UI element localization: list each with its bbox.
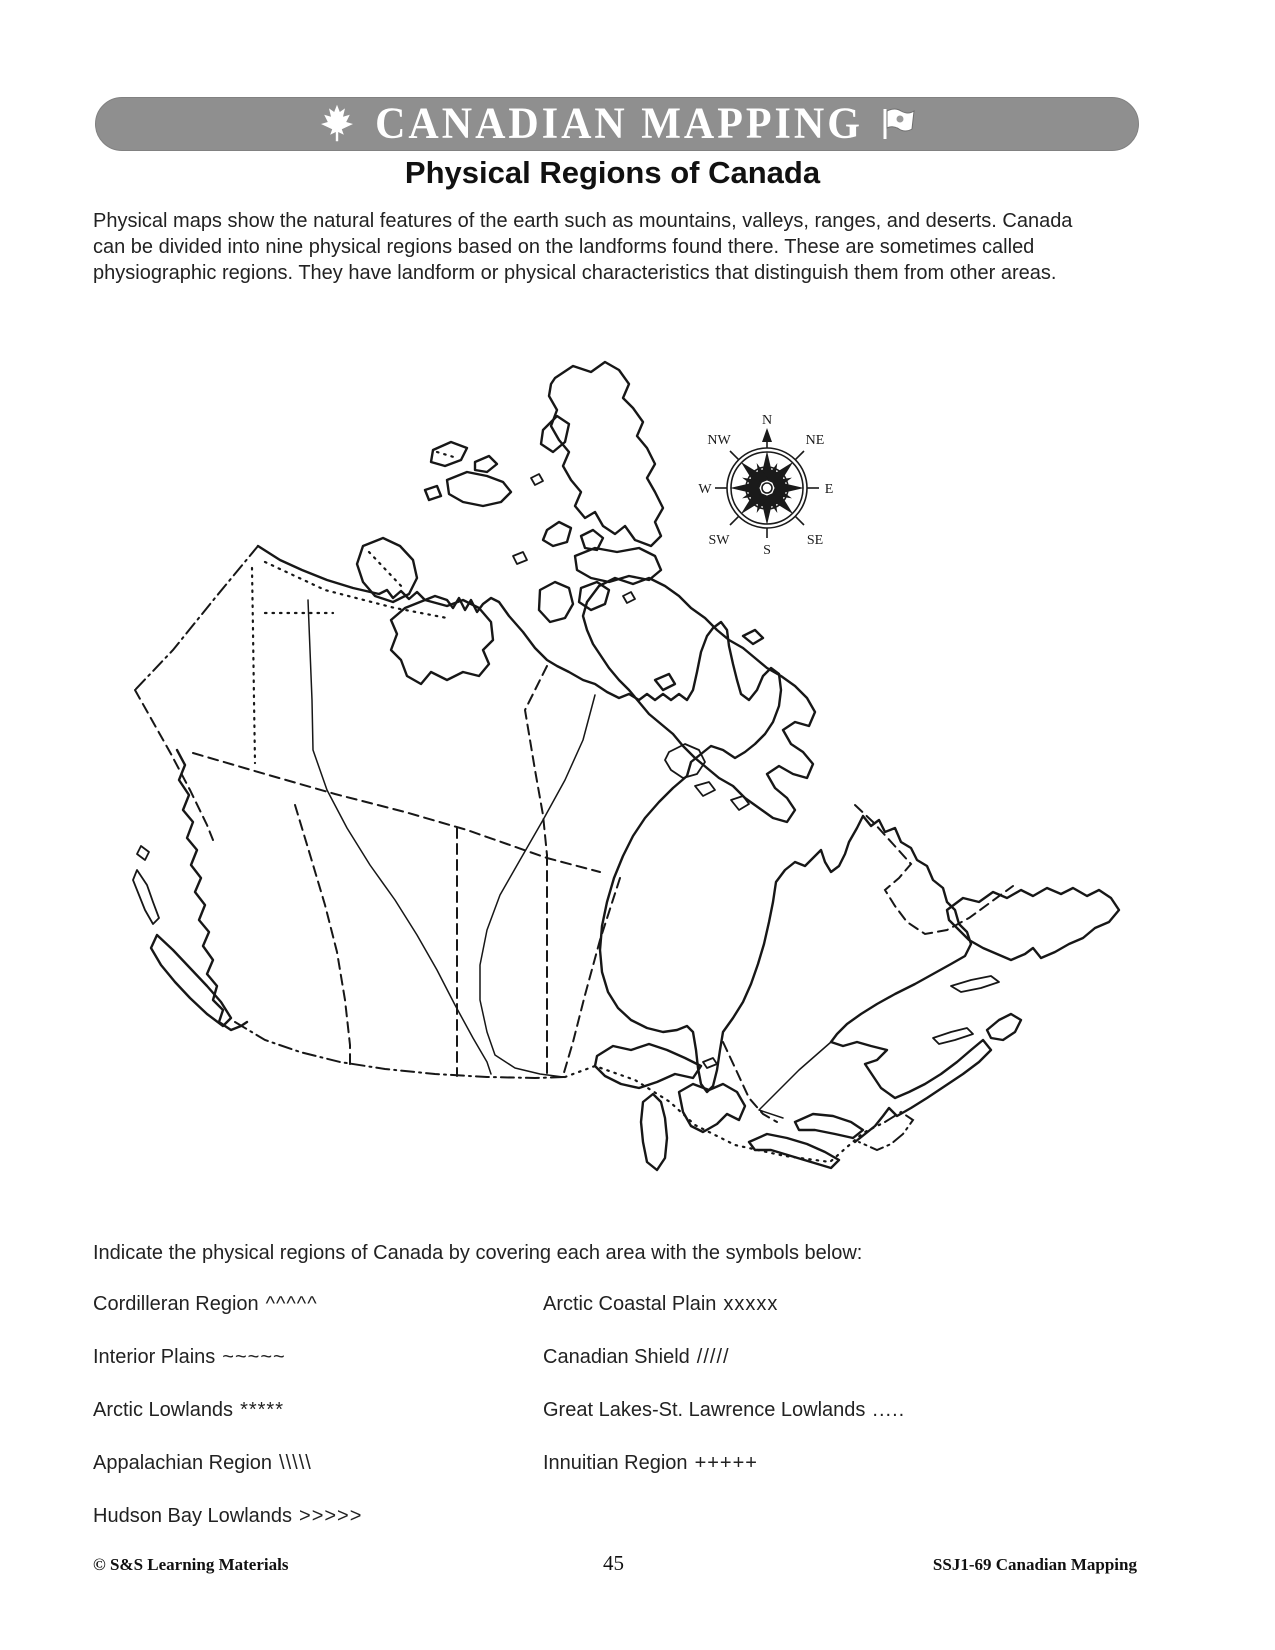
region-symbol: xxxxx xyxy=(723,1293,779,1315)
pacific-islands xyxy=(133,846,231,1026)
intro-paragraph: Physical maps show the natural features of the earth such as mountains, valleys, ranges, and deserts. Canada can be divided into nine physical regions based on the landforms found there. These are sometimes called physiographic regions. They have landform or physical characteristics that distinguish them from other areas. xyxy=(93,210,1073,284)
pei-island xyxy=(933,1028,973,1044)
region-interior-plains xyxy=(93,1346,286,1369)
region-name: Great Lakes-St. Lawrence Lowlands xyxy=(543,1399,866,1421)
sixtieth-parallel-border xyxy=(193,753,600,872)
quebec-labrador-border xyxy=(855,805,1013,934)
region-symbol: >>>>> xyxy=(299,1505,363,1527)
compass-label-e: E xyxy=(824,482,834,497)
canada-map xyxy=(95,350,1135,1180)
region-arctic-lowlands xyxy=(93,1399,284,1422)
ontario-quebec-border xyxy=(723,1042,777,1122)
region-name: Arctic Lowlands xyxy=(93,1399,234,1421)
alaska-panhandle-border xyxy=(135,690,213,840)
atlantic-islands xyxy=(933,888,1119,1044)
footer-copyright: © S&S Learning Materials xyxy=(93,1555,289,1574)
vancouver-island xyxy=(151,935,231,1026)
compass-label-se: SE xyxy=(806,533,824,548)
region-symbol: ..... xyxy=(872,1399,906,1421)
region-symbol: ~~~~~ xyxy=(222,1346,286,1368)
region-legend xyxy=(90,1293,1150,1563)
yukon-nwt-border xyxy=(252,568,255,763)
us-border xyxy=(235,1022,565,1078)
page-footer xyxy=(90,1551,1137,1581)
compass-label-n: N xyxy=(761,413,773,428)
region-arctic-coastal-plain xyxy=(543,1293,778,1316)
region-symbol: ***** xyxy=(240,1399,284,1421)
lake-michigan xyxy=(641,1094,667,1170)
nwt-nunavut-border xyxy=(525,666,547,855)
banner-title: CANADIAN MAPPING xyxy=(375,99,863,149)
region-symbol: ///// xyxy=(696,1346,730,1368)
st-lawrence-river xyxy=(759,1042,831,1118)
compass-label-nw: NW xyxy=(707,433,731,448)
region-name: Hudson Bay Lowlands xyxy=(93,1505,293,1527)
lake-ontario xyxy=(795,1114,863,1138)
region-name: Cordilleran Region xyxy=(93,1293,259,1315)
lake-huron xyxy=(679,1084,745,1132)
pacific-coastline xyxy=(177,750,247,1030)
region-innuitian xyxy=(543,1452,758,1475)
alaska-border xyxy=(135,546,258,690)
region-symbol: \\\\\ xyxy=(279,1452,312,1474)
header-banner xyxy=(95,97,1139,151)
cape-breton-island xyxy=(987,1014,1021,1040)
region-symbol: +++++ xyxy=(694,1452,758,1474)
region-name: Appalachian Region xyxy=(93,1452,273,1474)
region-name: Innuitian Region xyxy=(543,1452,688,1474)
region-canadian-shield xyxy=(543,1346,730,1369)
provincial-borders xyxy=(193,562,1013,1122)
great-lakes xyxy=(595,1044,863,1170)
compass-label-ne: NE xyxy=(805,433,825,448)
maple-leaf-icon xyxy=(317,103,357,145)
compass-label-w: W xyxy=(698,482,712,497)
instruction-text: Indicate the physical regions of Canada by covering each area with the symbols below: xyxy=(93,1242,863,1264)
region-name: Canadian Shield xyxy=(543,1346,690,1368)
region-appalachian xyxy=(93,1452,312,1475)
lake-erie xyxy=(749,1134,839,1168)
region-great-lakes-lowlands xyxy=(543,1399,905,1422)
compass-label-sw: SW xyxy=(708,533,730,548)
region-cordilleran xyxy=(93,1293,318,1316)
anticosti-island xyxy=(951,976,999,992)
mainland-coastline xyxy=(258,546,991,1142)
page-title: Physical Regions of Canada xyxy=(404,155,821,190)
physiographic-lines xyxy=(308,600,831,1118)
haida-gwaii xyxy=(133,870,159,924)
region-name: Arctic Coastal Plain xyxy=(543,1293,717,1315)
region-name: Interior Plains xyxy=(93,1346,216,1368)
footer-product-code: SSJ1-69 Canadian Mapping xyxy=(932,1555,1137,1574)
compass-rose xyxy=(698,413,833,558)
region-symbol: ^^^^^ xyxy=(265,1293,318,1315)
compass-label-s: S xyxy=(763,543,771,558)
footer-page-number: 45 xyxy=(603,1551,624,1575)
region-hudson-bay-lowlands xyxy=(93,1505,362,1528)
newfoundland-island xyxy=(947,888,1119,960)
lake-superior xyxy=(595,1044,701,1088)
bc-alberta-border xyxy=(295,805,350,1066)
canada-flag-icon xyxy=(881,107,917,141)
